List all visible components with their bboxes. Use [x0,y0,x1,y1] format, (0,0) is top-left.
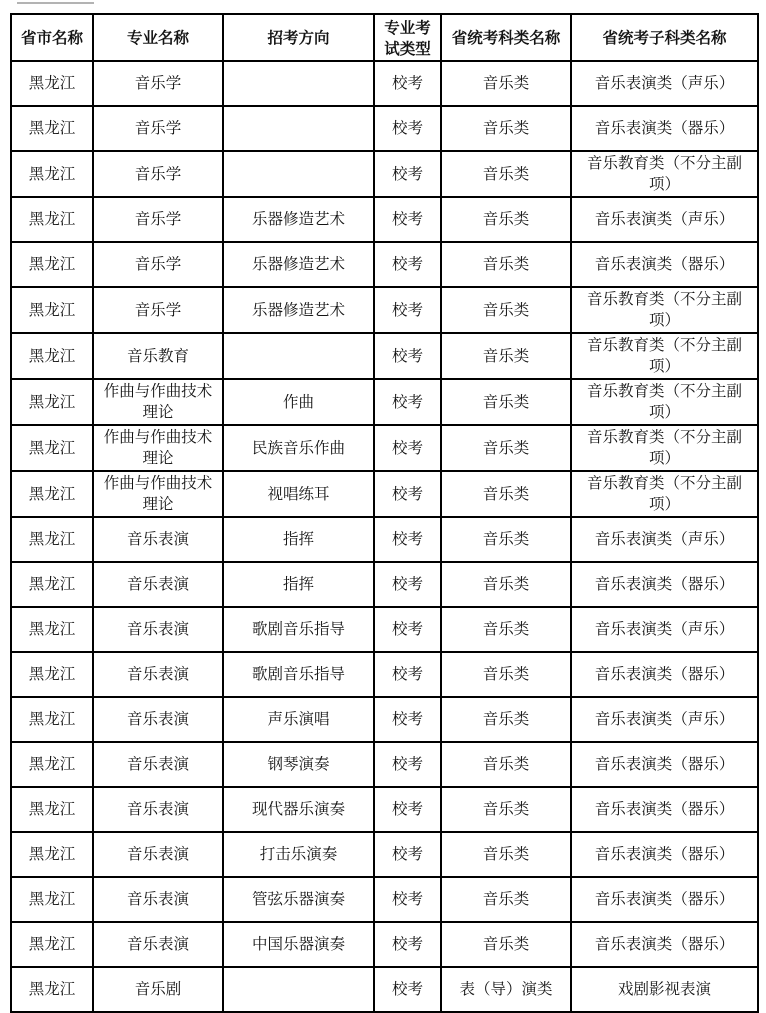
table-cell: 黑龙江 [11,379,93,425]
table-cell: 音乐类 [441,787,571,832]
table-cell: 音乐表演 [93,877,223,922]
table-cell: 音乐表演类（声乐） [571,197,758,242]
table-row [11,106,758,151]
admissions-table [10,13,759,1013]
table-cell: 音乐类 [441,697,571,742]
table-cell: 校考 [374,922,441,967]
table-cell: 音乐表演类（器乐） [571,922,758,967]
table-cell: 音乐表演类（器乐） [571,877,758,922]
table-cell: 声乐演唱 [223,697,374,742]
table-cell: 音乐表演 [93,652,223,697]
table-cell: 音乐表演 [93,517,223,562]
table-cell: 黑龙江 [11,287,93,333]
table-cell: 黑龙江 [11,517,93,562]
table-cell: 乐器修造艺术 [223,242,374,287]
table-cell: 黑龙江 [11,877,93,922]
table-cell: 音乐表演类（声乐） [571,607,758,652]
table-cell [223,106,374,151]
table-cell: 校考 [374,742,441,787]
header-cell-3: 专业考试类型 [374,14,441,61]
table-row [11,61,758,106]
table-cell [223,61,374,106]
table-cell [223,967,374,1012]
table-cell: 校考 [374,607,441,652]
table-cell: 音乐教育类（不分主副项） [571,287,758,333]
table-cell: 校考 [374,379,441,425]
table-cell: 音乐表演类（声乐） [571,697,758,742]
table-cell: 乐器修造艺术 [223,287,374,333]
table-cell: 音乐教育类（不分主副项） [571,425,758,471]
table-cell: 音乐类 [441,742,571,787]
table-cell: 音乐表演类（器乐） [571,562,758,607]
table-cell: 黑龙江 [11,652,93,697]
table-row [11,877,758,922]
table-cell: 黑龙江 [11,742,93,787]
table-cell: 视唱练耳 [223,471,374,517]
table-cell: 音乐表演类（器乐） [571,652,758,697]
table-cell: 戏剧影视表演 [571,967,758,1012]
table-cell: 音乐学 [93,197,223,242]
table-cell: 音乐类 [441,379,571,425]
table-row [11,242,758,287]
table-row [11,922,758,967]
table-cell: 音乐表演类（器乐） [571,742,758,787]
table-cell: 歌剧音乐指导 [223,607,374,652]
table-cell: 音乐类 [441,425,571,471]
table-cell: 校考 [374,832,441,877]
table-cell: 校考 [374,151,441,197]
table-cell: 音乐学 [93,287,223,333]
header-cell-1: 专业名称 [93,14,223,61]
table-cell: 音乐类 [441,61,571,106]
table-cell: 音乐教育类（不分主副项） [571,379,758,425]
table-cell: 黑龙江 [11,333,93,379]
table-cell: 黑龙江 [11,787,93,832]
table-row [11,697,758,742]
table-cell: 现代器乐演奏 [223,787,374,832]
table-cell: 校考 [374,425,441,471]
table-cell: 音乐表演类（声乐） [571,61,758,106]
table-cell: 指挥 [223,517,374,562]
table-cell: 乐器修造艺术 [223,197,374,242]
table-cell: 音乐类 [441,287,571,333]
table-cell: 校考 [374,517,441,562]
table-cell: 黑龙江 [11,922,93,967]
table-cell: 音乐类 [441,151,571,197]
table-cell: 校考 [374,287,441,333]
table-cell: 音乐类 [441,197,571,242]
table-cell: 音乐教育 [93,333,223,379]
table-cell: 作曲与作曲技术理论 [93,379,223,425]
table-cell [223,151,374,197]
table-cell: 音乐类 [441,652,571,697]
table-cell: 黑龙江 [11,61,93,106]
table-cell: 校考 [374,652,441,697]
table-cell: 黑龙江 [11,106,93,151]
table-cell: 音乐表演类（器乐） [571,106,758,151]
table-cell: 民族音乐作曲 [223,425,374,471]
table-cell: 音乐教育类（不分主副项） [571,333,758,379]
table-cell: 音乐表演 [93,787,223,832]
table-cell: 歌剧音乐指导 [223,652,374,697]
table-cell: 校考 [374,697,441,742]
table-row [11,607,758,652]
table-cell: 音乐类 [441,877,571,922]
table-row [11,517,758,562]
table-cell: 音乐教育类（不分主副项） [571,151,758,197]
table-cell: 校考 [374,106,441,151]
table-cell: 音乐表演类（器乐） [571,832,758,877]
table-cell: 管弦乐器演奏 [223,877,374,922]
table-cell: 黑龙江 [11,967,93,1012]
table-cell: 校考 [374,242,441,287]
table-cell: 音乐表演 [93,607,223,652]
table-cell: 音乐剧 [93,967,223,1012]
table-row [11,832,758,877]
table-cell: 中国乐器演奏 [223,922,374,967]
table-row [11,967,758,1012]
table-cell: 音乐学 [93,242,223,287]
table-cell: 音乐类 [441,106,571,151]
table-cell: 音乐学 [93,151,223,197]
table-cell: 音乐类 [441,562,571,607]
table-cell: 黑龙江 [11,697,93,742]
table-cell: 校考 [374,967,441,1012]
table-cell: 音乐表演类（器乐） [571,242,758,287]
header-cell-0: 省市名称 [11,14,93,61]
table-row [11,787,758,832]
table-cell: 作曲与作曲技术理论 [93,425,223,471]
table-cell: 作曲与作曲技术理论 [93,471,223,517]
table-cell: 黑龙江 [11,607,93,652]
table-cell: 音乐表演 [93,697,223,742]
table-cell: 音乐表演 [93,742,223,787]
table-row [11,742,758,787]
table-row [11,425,758,471]
table-cell: 音乐表演类（声乐） [571,517,758,562]
table-cell: 音乐表演 [93,922,223,967]
table-cell: 黑龙江 [11,471,93,517]
table-cell: 音乐类 [441,922,571,967]
table-cell: 音乐表演 [93,832,223,877]
table-cell: 黑龙江 [11,242,93,287]
table-cell: 黑龙江 [11,151,93,197]
table-cell: 音乐学 [93,106,223,151]
header-row [11,14,758,61]
table-cell: 音乐类 [441,607,571,652]
table-cell: 钢琴演奏 [223,742,374,787]
table-cell: 校考 [374,333,441,379]
table-cell: 打击乐演奏 [223,832,374,877]
table-cell: 校考 [374,61,441,106]
cutoff-text-artifact [17,2,94,4]
table-cell [223,333,374,379]
table-row [11,287,758,333]
table-row [11,197,758,242]
header-cell-4: 省统考科类名称 [441,14,571,61]
header-cell-2: 招考方向 [223,14,374,61]
table-cell: 音乐类 [441,333,571,379]
table-cell: 音乐教育类（不分主副项） [571,471,758,517]
table-cell: 黑龙江 [11,425,93,471]
table-cell: 黑龙江 [11,562,93,607]
table-row [11,652,758,697]
table-cell: 校考 [374,877,441,922]
table-cell: 音乐类 [441,832,571,877]
table-cell: 校考 [374,787,441,832]
table-body [11,61,758,1012]
table-cell: 指挥 [223,562,374,607]
table-cell: 校考 [374,562,441,607]
table-row [11,333,758,379]
table-cell: 校考 [374,197,441,242]
table-cell: 音乐表演类（器乐） [571,787,758,832]
table-row [11,379,758,425]
table-cell: 表（导）演类 [441,967,571,1012]
table-cell: 校考 [374,471,441,517]
table-row [11,471,758,517]
table-row [11,562,758,607]
table-row [11,151,758,197]
header-cell-5: 省统考子科类名称 [571,14,758,61]
table-cell: 黑龙江 [11,197,93,242]
table-cell: 音乐类 [441,517,571,562]
table-cell: 音乐类 [441,242,571,287]
table-cell: 黑龙江 [11,832,93,877]
table-cell: 音乐类 [441,471,571,517]
table-cell: 音乐学 [93,61,223,106]
table-cell: 音乐表演 [93,562,223,607]
table-cell: 作曲 [223,379,374,425]
